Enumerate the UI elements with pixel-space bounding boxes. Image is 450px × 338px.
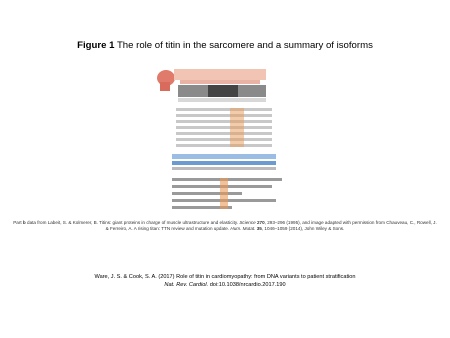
- domain-row: [176, 120, 272, 123]
- sarcomere-schematic: [178, 98, 266, 102]
- gene-track: [172, 167, 276, 170]
- titin-figure: [150, 66, 300, 218]
- caption-journal: Science: [239, 220, 256, 225]
- figure-caption: [12, 220, 438, 232]
- caption-text: , 1046–1059 (2014), John Wiley & Sons.: [261, 226, 345, 231]
- caption-text: data from Labeit, S. & Kolmerer, B. Titins: giant proteins in charge of muscle ultrastructure and elasticity.: [25, 220, 240, 225]
- heart-vessel: [160, 82, 170, 91]
- citation-line: [0, 282, 450, 290]
- domain-row: [176, 126, 272, 129]
- caption-text: Part: [13, 220, 23, 225]
- figure-label: Figure 1: [77, 40, 115, 51]
- gene-track: [172, 154, 276, 159]
- figure-title-text: The role of titin in the sarcomere and a summary of isoforms: [116, 40, 373, 51]
- citation: [0, 274, 450, 289]
- domain-row: [176, 132, 272, 135]
- citation-doi: doi:10.1038/nrcardio.2017.190: [208, 281, 286, 288]
- panel-d: [172, 178, 282, 209]
- caption-journal: Hum. Mutat.: [230, 226, 256, 231]
- citation-line: Ware, J. S. & Cook, S. A. (2017) Role of titin in cardiomyopathy: from DNA variants to patient stratification: [94, 274, 356, 280]
- caption-volume: 35: [256, 226, 262, 231]
- domain-row: [176, 108, 272, 111]
- panel-a: [157, 69, 266, 102]
- panel-b: [176, 108, 272, 147]
- domain-row: [176, 138, 272, 141]
- figure-title: [0, 40, 450, 52]
- domain-row: [176, 114, 272, 117]
- domain-highlight: [230, 108, 244, 147]
- caption-text: , 293–296 (1995), and image adapted with permission from Chauveau, C., Rowell, J. & Ferreiro, A. A rising titan: TTN review and mutation update.: [105, 220, 437, 231]
- isoform-marker: [220, 178, 228, 209]
- a-band: [208, 85, 238, 97]
- caption-volume: 270: [256, 220, 265, 225]
- citation-journal: Nat. Rev. Cardiol.: [164, 281, 209, 288]
- gene-track: [172, 161, 276, 165]
- myofibril-detail: [180, 80, 260, 84]
- panel-c: [172, 154, 276, 170]
- caption-part-label: b: [22, 220, 26, 225]
- isoform-bar: [172, 192, 242, 195]
- domain-row: [176, 144, 272, 147]
- myofibril-image: [174, 69, 266, 80]
